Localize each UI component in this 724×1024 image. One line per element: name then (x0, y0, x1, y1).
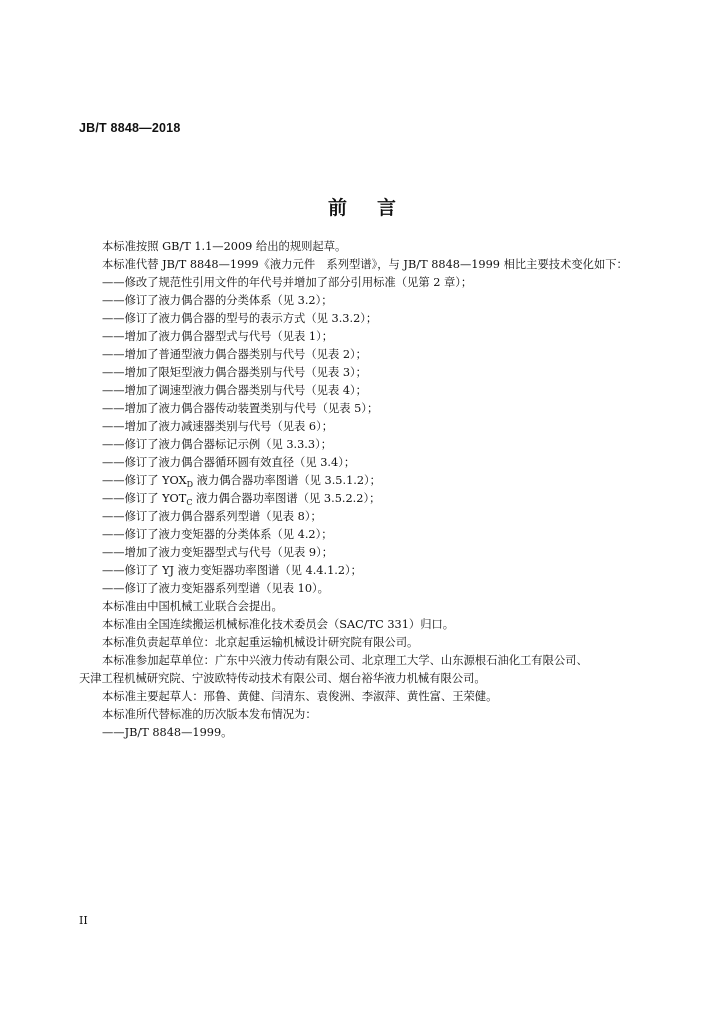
change-item: ——增加了普通型液力偶合器类别与代号（见表 2）； (102, 348, 367, 361)
item-text: ——修订了 YOT (102, 492, 187, 505)
paragraph-replaces: 本标准代替 JB/T 8848—1999《液力元件 系列型谱》，与 JB/T 8848—1999 相比主要技术变化如下： (102, 258, 628, 271)
paragraph-drafting-rules: 本标准按照 GB/T 1.1—2009 给出的规则起草。 (102, 240, 347, 253)
change-item: ——增加了限矩型液力偶合器类别与代号（见表 3）； (102, 366, 367, 379)
change-item: ——修订了液力变矩器的分类体系（见 4.2）； (102, 528, 333, 541)
change-item: ——增加了液力变矩器型式与代号（见表 9）； (102, 546, 334, 559)
paragraph-participants-1: 本标准参加起草单位：广东中兴液力传动有限公司、北京理工大学、山东源根石油化工有限公司、 (102, 654, 588, 667)
title-char-2: 言 (377, 197, 397, 219)
change-item: ——修订了液力偶合器循环圆有效直径（见 3.4）； (102, 456, 356, 469)
change-item: ——修订了液力偶合器的分类体系（见 3.2）； (102, 294, 333, 307)
paragraph-history: 本标准所代替标准的历次版本发布情况为： (102, 708, 317, 721)
item-subscript: C (186, 498, 193, 507)
page-number: II (79, 914, 88, 927)
change-item-yoxd (79, 472, 645, 490)
change-item: ——修订了液力偶合器的型号的表示方式（见 3.3.2）； (102, 312, 378, 325)
paragraph-lead-drafter: 本标准负责起草单位：北京起重运输机械设计研究院有限公司。 (102, 636, 419, 649)
paragraph-participants-2: 天津工程机械研究院、宁波欧特传动技术有限公司、烟台裕华液力机械有限公司。 (79, 672, 486, 685)
item-text: ——修订了 YOX (102, 474, 187, 487)
paragraph-drafters: 本标准主要起草人：邢鲁、黄健、闫清东、袁俊洲、李淑萍、黄性富、王荣健。 (102, 690, 498, 703)
item-text: 液力偶合器功率图谱（见 3.5.2.2）； (192, 492, 381, 505)
item-text: 液力偶合器功率图谱（见 3.5.1.2）； (193, 474, 381, 487)
change-item: ——增加了液力偶合器传动装置类别与代号（见表 5）； (102, 402, 379, 415)
change-item-yotc (79, 490, 645, 508)
paragraph-committee: 本标准由全国连续搬运机械标准化技术委员会（SAC/TC 331）归口。 (102, 618, 455, 631)
paragraph-proposer: 本标准由中国机械工业联合会提出。 (102, 600, 283, 613)
change-item: ——增加了调速型液力偶合器类别与代号（见表 4）； (102, 384, 367, 397)
page-title (0, 193, 724, 220)
change-item: ——增加了液力减速器类别与代号（见表 6）； (102, 420, 334, 433)
change-item: ——修订了液力偶合器标记示例（见 3.3.3）； (102, 438, 333, 451)
change-item: ——修订了液力偶合器系列型谱（见表 8）； (102, 510, 322, 523)
change-item: ——修订了液力变矩器系列型谱（见表 10）。 (102, 582, 329, 595)
foreword-body (79, 238, 645, 742)
change-item: ——增加了液力偶合器型式与代号（见表 1）； (102, 330, 334, 343)
item-subscript: D (186, 480, 194, 489)
history-item: ——JB/T 8848—1999。 (102, 726, 233, 739)
change-item: ——修改了规范性引用文件的年代号并增加了部分引用标准（见第 2 章）； (102, 276, 473, 289)
title-char-1: 前 (327, 197, 347, 219)
standard-number: JB/T 8848—2018 (79, 121, 181, 135)
change-item: ——修订了 YJ 液力变矩器功率图谱（见 4.4.1.2）； (102, 564, 362, 577)
